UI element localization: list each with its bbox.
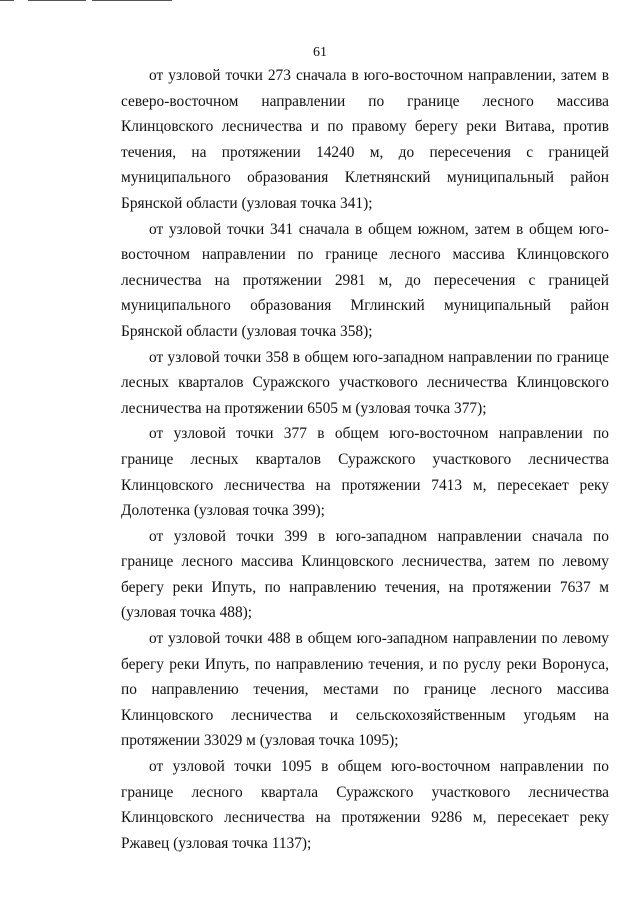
boundary-paragraph: от узловой точки 273 сначала в юго-восточном направлении, затем в северо-восточном направлении по границе лесного массива Клинцовского лесничества и по правому берегу реки Витава, против течения, на протяжении 14240 м, до пересечения с границей муниципального образования Клетнянский муниципальный район Брянской области (узловая точка 341); (121, 67, 609, 212)
scan-edge-mark (92, 0, 172, 1)
scan-edge-mark (0, 0, 14, 1)
boundary-paragraph: от узловой точки 341 сначала в общем южном, затем в общем юго-восточном направлении по границе лесного массива Клинцовского лесничества на протяжении 2981 м, до пересечения с границей муниципального образования Мглинский муниципальный район Брянской области (узловая точка 358); (121, 220, 609, 340)
boundary-paragraph: от узловой точки 377 в общем юго-восточном направлении по границе лесных кварталов Суражского участкового лесничества Клинцовского лесничества на протяжении 7413 м, пересекает реку Долотенка (узловая точка 399); (121, 425, 609, 520)
scan-edge-mark (28, 0, 86, 1)
boundary-paragraph: от узловой точки 358 в общем юго-западном направлении по границе лесных кварталов Суражского участкового лесничества Клинцовского лесничества на протяжении 6505 м (узловая точка 377); (121, 348, 609, 417)
boundary-paragraph: от узловой точки 1095 в общем юго-восточном направлении по границе лесного квартала Суражского участкового лесничества Клинцовского лесничества на протяжении 9286 м, пересекает реку Ржавец (узловая точка 1137); (121, 758, 609, 852)
boundary-paragraph: от узловой точки 399 в юго-западном направлении сначала по границе лесного массива Клинцовского лесничества, затем по левому берегу реки Ипуть, по направлению течения, на протяжении 7637 м (узловая точка 488); (121, 527, 609, 622)
boundary-paragraph: от узловой точки 488 в общем юго-западном направлении по левому берегу реки Ипуть, по направлению течения, и по руслу реки Воронуса, по направлению течения, местами по границе лесного массива Клинцовского лесничества и сельскохозяйственным угодьям на протяжении 33029 м (узловая точка 1095); (121, 630, 609, 750)
page-number: 61 (313, 45, 327, 60)
document-body (121, 63, 609, 856)
